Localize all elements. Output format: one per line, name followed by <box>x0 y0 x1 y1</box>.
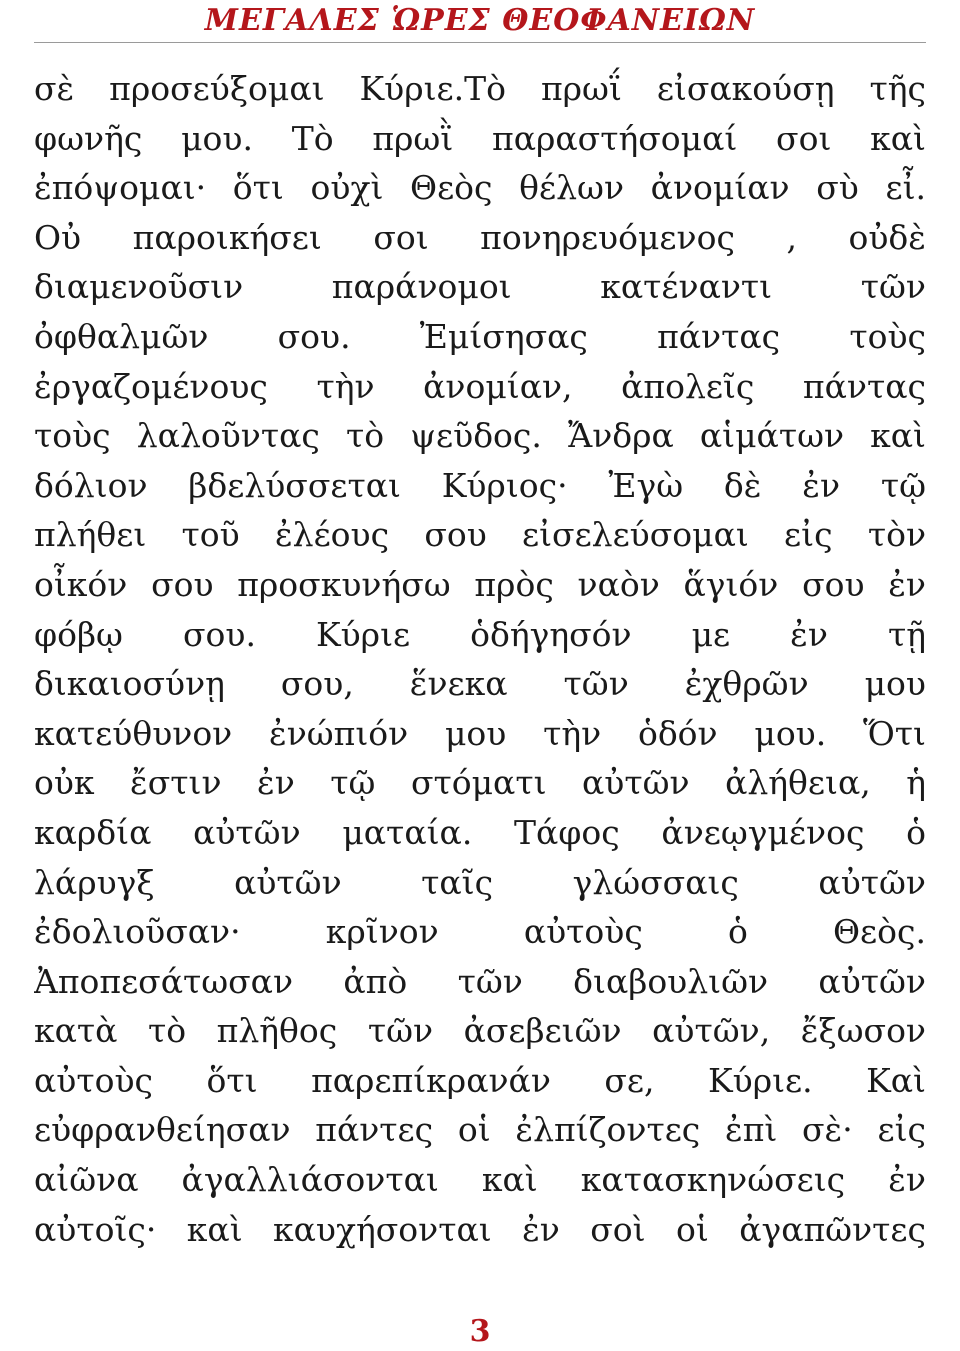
text-line: οἶκόν σου προσκυνήσω πρὸς ναὸν ἅγιόν σου ἐν <box>34 564 926 604</box>
text-line: εὐφρανθείησαν πάντες οἱ ἐλπίζοντες ἐπὶ σὲ· εἰς <box>34 1110 926 1150</box>
body-text <box>34 64 926 1254</box>
text-line: καρδία αὐτῶν ματαία. Τάφος ἀνεῳγμένος ὁ <box>34 812 926 852</box>
text-line: κατὰ τὸ πλῆθος τῶν ἀσεβειῶν αὐτῶν, ἔξωσον <box>34 1011 926 1051</box>
text-line: αὐτοὺς ὅτι παρεπίκρανάν σε, Κύριε. Καὶ <box>34 1060 926 1100</box>
header-title: ΜΕΓΑΛΕΣ ὩΡΕΣ ΘΕΟΦΑΝΕΙΩΝ <box>204 3 756 38</box>
text-line: διαμενοῦσιν παράνομοι κατέναντι τῶν <box>34 267 926 307</box>
text-line: δόλιον βδελύσσεται Κύριος· Ἐγὼ δὲ ἐν τῷ <box>34 465 926 505</box>
text-line: τοὺς λαλοῦντας τὸ ψεῦδος. Ἄνδρα αἱμάτων καὶ <box>34 416 926 456</box>
text-line: ἐπόψομαι· ὅτι οὐχὶ Θεὸς θέλων ἀνομίαν σὺ εἶ. <box>34 168 926 208</box>
page-number: 3 <box>469 1314 491 1349</box>
text-line: λάρυγξ αὐτῶν ταῖς γλώσσαις αὐτῶν <box>34 862 926 902</box>
text-line: φωνῆς μου. Τὸ πρωῒ παραστήσομαί σοι καὶ <box>34 118 926 158</box>
text-line: φόβῳ σου. Κύριε ὁδήγησόν με ἐν τῇ <box>34 614 926 654</box>
header-divider <box>34 42 926 43</box>
page-header <box>0 0 960 44</box>
text-line: Οὐ παροικήσει σοι πονηρευόμενος , οὐδὲ <box>34 217 926 257</box>
text-line: πλήθει τοῦ ἐλέους σου εἰσελεύσομαι εἰς τὸν <box>34 515 926 555</box>
text-line: ἐδολιοῦσαν· κρῖνον αὐτοὺς ὁ Θεὸς. <box>34 912 926 952</box>
text-line: αὐτοῖς· καὶ καυχήσονται ἐν σοὶ οἱ ἀγαπῶντες <box>34 1209 926 1249</box>
text-line: οὐκ ἔστιν ἐν τῷ στόματι αὐτῶν ἀλήθεια, ἡ <box>34 763 926 803</box>
text-line: ἐργαζομένους τὴν ἀνομίαν, ἀπολεῖς πάντας <box>34 366 926 406</box>
text-line: σὲ προσεύξομαι Κύριε.Τὸ πρωΐ εἰσακούσῃ τῆς <box>34 69 926 108</box>
text-line: κατεύθυνον ἐνώπιόν μου τὴν ὁδόν μου. Ὅτι <box>34 713 926 753</box>
text-line: Ἀποπεσάτωσαν ἀπὸ τῶν διαβουλιῶν αὐτῶν <box>34 961 926 1001</box>
text-line: αἰῶνα ἀγαλλιάσονται καὶ κατασκηνώσεις ἐν <box>34 1160 926 1200</box>
text-line: ὀφθαλμῶν σου. Ἐμίσησας πάντας τοὺς <box>34 316 926 356</box>
text-line: δικαιοσύνῃ σου, ἕνεκα τῶν ἐχθρῶν μου <box>34 664 926 704</box>
